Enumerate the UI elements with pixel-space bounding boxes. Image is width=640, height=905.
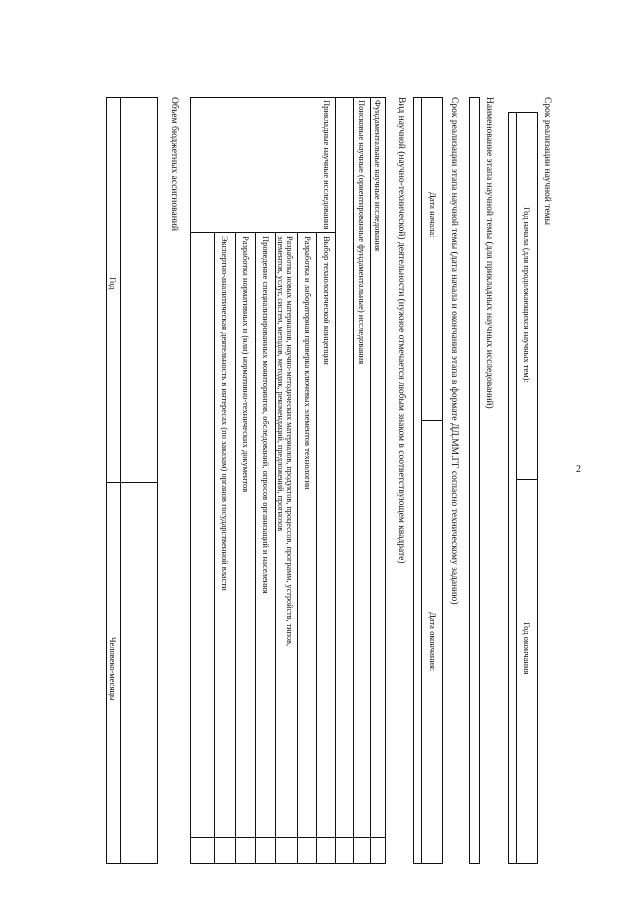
applied-item-lab-check-checkbox[interactable] (298, 838, 316, 863)
form-rotated (100, 92, 555, 872)
fundamental-checkbox[interactable] (371, 838, 385, 863)
applied-item-development-line2: элементов, услуг, систем, методов, методик, рекомендаций, предложений, прогнозов (276, 236, 285, 532)
stage-dates-divider (421, 420, 443, 421)
applied-item-development-checkbox[interactable] (276, 838, 297, 863)
applied-label: Прикладные научные исследования (322, 100, 332, 230)
exploratory-label: Поисковые научные (ориентированные фундаментальные) исследования (357, 100, 367, 365)
budget-person-months-field[interactable] (122, 483, 157, 863)
applied-item-lab-check: Разработка и лабораторная проверка ключевых элементов технологии (303, 236, 313, 490)
end-year-label: Год окончания (522, 622, 532, 675)
applied-item-normative-checkbox[interactable] (236, 838, 255, 863)
term-value-row[interactable] (508, 112, 516, 864)
activity-heading: Вид научной (научно-технической) деятельности (нужное отмечается любым знаком в соответствующем квадрате) (396, 97, 406, 564)
exploratory-checkbox[interactable] (354, 838, 370, 863)
applied-item-development-line1: Разработка новых материалов, научно-методических материалов, продуктов, процессов, программ, устройств, типов, (285, 236, 294, 647)
applied-item-expert: Экспертно-аналитическая деятельность в интересах (по заказам) органов государственной власти (220, 236, 230, 591)
budget-col-year: Год (108, 277, 118, 290)
page-number: 2 (576, 464, 581, 475)
start-year-label: Год начала (для продолжающихся научных тем): (522, 207, 532, 383)
fundamental-label: Фундаментальные научные исследования (373, 100, 383, 252)
applied-item-concept-checkbox[interactable] (317, 838, 335, 863)
stage-dates-value-row[interactable] (413, 97, 421, 864)
stage-end-label: Дата окончания: (428, 612, 438, 672)
term-heading: Срок реализации научной темы (542, 97, 552, 226)
applied-item-concept: Выбор технологической концепции (322, 236, 332, 365)
applied-item-normative: Разработка нормативных и (или) нормативно-технических документов (241, 236, 251, 493)
stage-heading: Наименование этапа научной темы (для прикладных научных исследований) (484, 97, 494, 409)
stage-dates-heading: Срок реализации этапа научной темы (дата начала и окончания этапа в формате ДД.ММ.ГГ согласно техническому заданию) (449, 97, 459, 605)
stage-start-label: Дата начала: (428, 192, 438, 238)
stage-name-field[interactable] (469, 97, 480, 864)
applied-item-monitoring-checkbox[interactable] (256, 838, 275, 863)
applied-item-expert-checkbox[interactable] (215, 838, 235, 863)
term-table-divider (516, 479, 538, 480)
budget-heading: Объем бюджетных ассигнований (169, 97, 179, 231)
applied-item-monitoring: Проведение специализированных мониторингов, обследований, опросов организаций и населения (261, 236, 271, 594)
budget-year-field[interactable] (122, 98, 157, 481)
budget-col-person-months: Человеко-месяцы (108, 637, 118, 701)
